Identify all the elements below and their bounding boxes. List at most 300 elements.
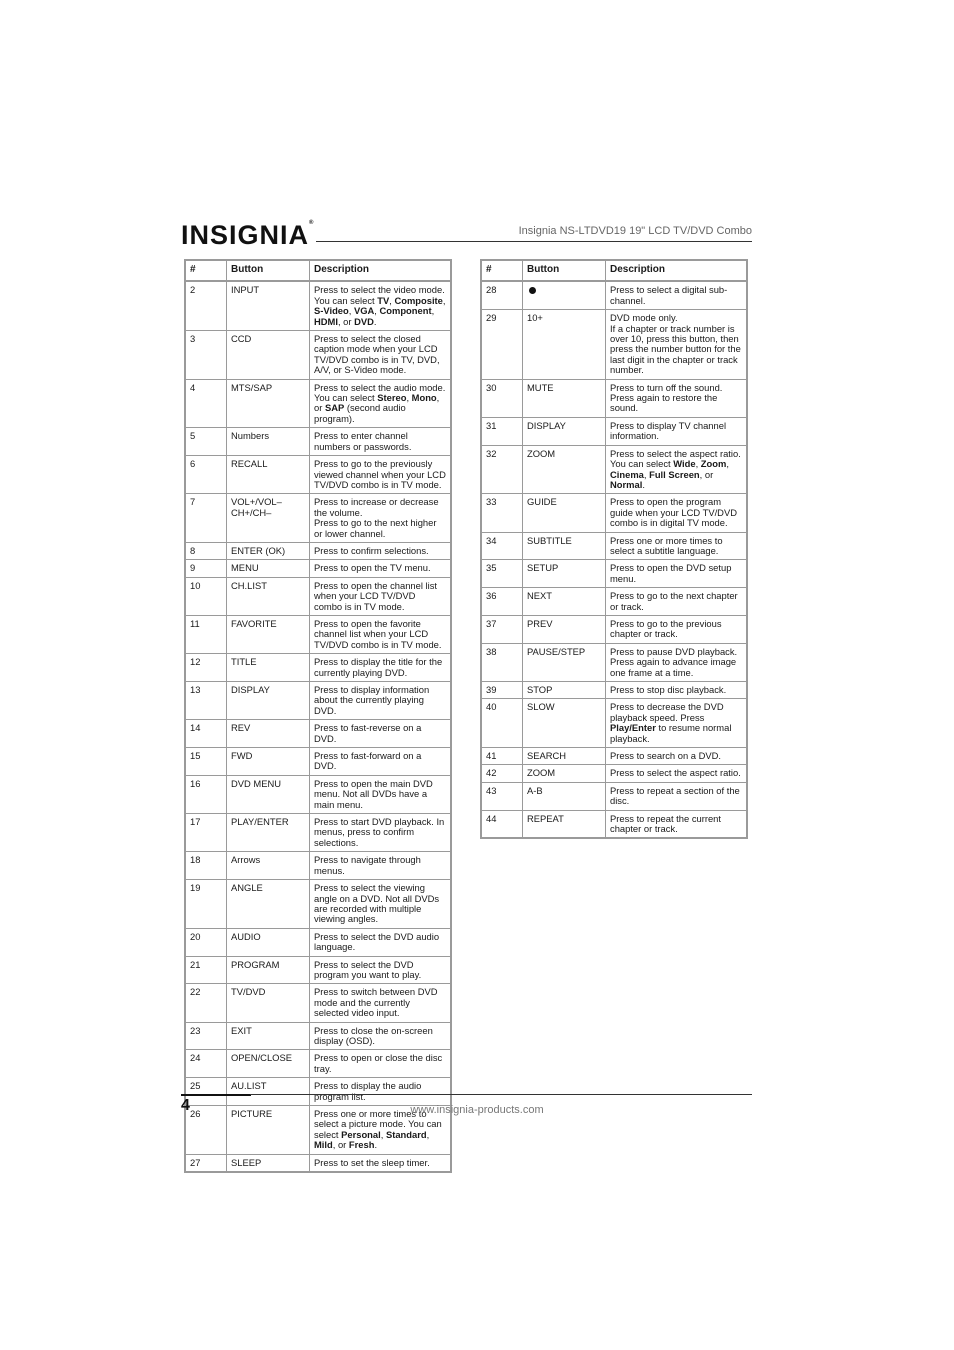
cell-number: 19	[185, 880, 227, 929]
button-name: CH.LIST	[231, 579, 267, 591]
button-name: DISPLAY	[231, 684, 270, 695]
description-text: Press to select the DVD program you want to play.	[314, 958, 422, 980]
button-table-left	[184, 259, 452, 1173]
button-name: STOP	[527, 684, 553, 695]
description-text: ,	[442, 294, 446, 306]
cell-button	[227, 1154, 310, 1172]
cell-button	[523, 445, 606, 494]
table-row	[481, 379, 747, 417]
table-row	[185, 615, 451, 653]
button-name: MENU	[231, 562, 259, 574]
cell-description	[606, 699, 748, 748]
option-name: Wide	[673, 458, 696, 470]
cell-number: 3	[185, 331, 227, 380]
button-name: ANGLE	[231, 882, 263, 894]
cell-number: 29	[481, 310, 523, 379]
cell-number: 40	[481, 699, 523, 748]
table-row	[481, 748, 747, 765]
cell-button	[227, 852, 310, 880]
cell-description	[310, 654, 452, 682]
description-text: Press to select the viewing angle on a DVD. Not all DVDs are recorded with multiple viewing angles.	[314, 882, 440, 925]
cell-button	[227, 775, 310, 813]
description-text: Press to increase or decrease the volume.	[314, 496, 439, 518]
table-row	[185, 720, 451, 748]
option-name: Zoom	[700, 458, 727, 470]
table-row	[185, 682, 451, 720]
table-row	[185, 1154, 451, 1172]
description-text: Press to fast-forward on a DVD.	[314, 750, 422, 772]
table-row	[185, 654, 451, 682]
cell-number: 33	[481, 494, 523, 532]
cell-button	[227, 984, 310, 1022]
description-text: ,	[389, 294, 395, 306]
cell-description	[310, 577, 452, 615]
cell-number: 18	[185, 852, 227, 880]
cell-description	[310, 852, 452, 880]
option-name: Full Screen	[649, 468, 700, 480]
cell-number: 17	[185, 814, 227, 852]
description-text: , or	[332, 1139, 349, 1151]
option-name: Fresh	[348, 1139, 375, 1151]
option-name: Standard	[385, 1128, 427, 1140]
table-row	[185, 748, 451, 776]
cell-description	[606, 445, 748, 494]
cell-number: 25	[185, 1078, 227, 1106]
description-text: Press to select the video mode. You can select	[314, 284, 445, 306]
description-text: Press to open the favorite channel list when your LCD TV/DVD combo is in TV mode.	[314, 617, 442, 650]
cell-description	[606, 643, 748, 681]
option-name: SAP	[324, 402, 345, 414]
cell-button	[227, 560, 310, 577]
cell-button	[227, 615, 310, 653]
cell-description	[310, 682, 452, 720]
cell-button	[227, 1022, 310, 1050]
table-row	[185, 1050, 451, 1078]
description-text: Press to select the aspect ratio.	[610, 767, 741, 779]
cell-description	[310, 956, 452, 984]
description-text: Press to open the program guide when your LCD TV/DVD combo is in digital TV mode.	[610, 496, 737, 529]
button-name: NEXT	[527, 590, 553, 602]
table-row	[185, 814, 451, 852]
table-row	[481, 532, 747, 560]
cell-description	[606, 494, 748, 532]
button-name: MUTE	[527, 381, 554, 393]
table-header-row	[185, 260, 451, 281]
cell-number: 43	[481, 782, 523, 810]
table-row	[481, 643, 747, 681]
description-text: , or	[337, 315, 355, 327]
description-text: Press to select a digital sub-channel.	[610, 284, 728, 306]
cell-button	[523, 532, 606, 560]
cell-button	[227, 956, 310, 984]
cell-button	[523, 643, 606, 681]
header-rule	[316, 241, 752, 242]
button-name: AU.LIST	[231, 1080, 267, 1092]
description-text: to resume normal playback.	[610, 722, 732, 744]
cell-button	[523, 782, 606, 810]
cell-description	[310, 379, 452, 428]
table-row	[481, 281, 747, 309]
button-name: TITLE	[231, 656, 257, 668]
cell-number: 20	[185, 928, 227, 956]
description-text: (second audio program).	[314, 402, 406, 424]
table-row	[185, 928, 451, 956]
cell-description	[310, 748, 452, 776]
cell-button	[523, 810, 606, 838]
cell-description	[310, 560, 452, 577]
table-row	[185, 775, 451, 813]
option-name: Component	[379, 305, 432, 317]
cell-number: 42	[481, 765, 523, 782]
cell-button	[227, 720, 310, 748]
table-row	[481, 699, 747, 748]
cell-button	[227, 1078, 310, 1106]
description-text: Press to open the main DVD menu. Not all DVDs have a main menu.	[314, 777, 433, 810]
cell-number: 35	[481, 560, 523, 588]
cell-description	[606, 810, 748, 838]
description-text: Press one or more times to select a subtitle language.	[610, 534, 723, 556]
button-name: VOL+/VOL–	[231, 496, 282, 508]
cell-button	[227, 542, 310, 559]
cell-button	[227, 331, 310, 380]
table-row	[185, 379, 451, 428]
button-name: REV	[231, 722, 251, 734]
table-row	[185, 456, 451, 494]
description-text: Press to display TV channel information.	[610, 419, 727, 442]
button-name: MTS/SAP	[231, 381, 273, 393]
cell-description	[310, 1154, 452, 1172]
cell-button	[523, 560, 606, 588]
cell-description	[606, 588, 748, 616]
cell-button	[523, 699, 606, 748]
description-text: Press to switch between DVD mode and the currently selected video input.	[314, 986, 438, 1019]
button-name: DISPLAY	[527, 419, 566, 431]
button-name: ENTER (OK)	[231, 544, 286, 556]
table-row	[481, 560, 747, 588]
description-text: Press to confirm selections.	[314, 544, 429, 556]
description-text: Press to display information about the currently playing DVD.	[314, 684, 430, 716]
cell-button	[523, 588, 606, 616]
description-text: .	[642, 478, 645, 490]
cell-button	[227, 814, 310, 852]
table-row	[185, 281, 451, 330]
cell-button	[523, 748, 606, 765]
table-header-row	[481, 260, 747, 281]
cell-number: 5	[185, 428, 227, 456]
description-text: .	[374, 1139, 378, 1151]
cell-description	[606, 748, 748, 765]
cell-description	[310, 615, 452, 653]
button-name: TV/DVD	[231, 986, 266, 998]
table-row	[481, 765, 747, 782]
description-text: Press to fast-reverse on a DVD.	[314, 722, 422, 744]
cell-number: 26	[185, 1106, 227, 1155]
cell-number: 38	[481, 643, 523, 681]
description-text: , or	[699, 468, 714, 480]
cell-button	[523, 682, 606, 699]
cell-description	[606, 765, 748, 782]
cell-description	[310, 720, 452, 748]
cell-description	[310, 542, 452, 559]
table-row	[185, 852, 451, 880]
button-name: REPEAT	[527, 812, 564, 824]
cell-button	[227, 654, 310, 682]
cell-description	[310, 456, 452, 494]
description-text: Press to select the audio mode. You can select	[314, 381, 446, 404]
button-name: SETUP	[527, 562, 559, 574]
table-row	[481, 810, 747, 838]
cell-description	[606, 682, 748, 699]
cell-description	[606, 782, 748, 810]
column-header-description: Description	[606, 260, 748, 281]
description-text: Press to open the channel list when your LCD TV/DVD combo is in TV mode.	[314, 579, 437, 612]
description-text: Press to repeat the current chapter or track.	[610, 812, 721, 835]
cell-number: 23	[185, 1022, 227, 1050]
button-name: FWD	[231, 750, 253, 762]
cell-number: 11	[185, 615, 227, 653]
description-text: Press to search on a DVD.	[610, 750, 721, 762]
button-name: A-B	[527, 784, 543, 796]
cell-number: 6	[185, 456, 227, 494]
table-row	[481, 782, 747, 810]
cell-description	[310, 331, 452, 380]
description-text: ,	[426, 1128, 430, 1140]
cell-description	[310, 928, 452, 956]
description-text: Press to display the title for the currently playing DVD.	[314, 656, 443, 678]
cell-description	[606, 379, 748, 417]
cell-number: 32	[481, 445, 523, 494]
table-row	[185, 494, 451, 543]
table-row	[481, 310, 747, 379]
button-name: 10+	[527, 312, 543, 324]
cell-button	[227, 281, 310, 330]
cell-number: 39	[481, 682, 523, 699]
page-number: 4	[181, 1097, 190, 1114]
button-name: GUIDE	[527, 496, 557, 508]
column-header-button: Button	[523, 260, 606, 281]
table-row	[185, 1078, 451, 1106]
cell-button	[227, 456, 310, 494]
column-header-number: #	[185, 260, 227, 281]
description-text: Press to set the sleep timer.	[314, 1156, 430, 1168]
cell-number: 12	[185, 654, 227, 682]
button-name: SUBTITLE	[527, 534, 572, 546]
button-name: EXIT	[231, 1024, 252, 1036]
button-table-right	[480, 259, 748, 839]
cell-number: 34	[481, 532, 523, 560]
button-name: PICTURE	[231, 1108, 273, 1119]
cell-description	[606, 281, 748, 309]
footer-rule-accent	[181, 1094, 251, 1096]
button-name: CH+/CH–	[231, 506, 272, 518]
column-header-button: Button	[227, 260, 310, 281]
description-text: ,	[406, 392, 412, 404]
description-text: ,	[348, 305, 354, 317]
button-name: AUDIO	[231, 930, 261, 942]
table-body-right	[481, 281, 747, 838]
cell-number: 31	[481, 417, 523, 445]
cell-button	[227, 1050, 310, 1078]
cell-number: 7	[185, 494, 227, 543]
description-text: DVD mode only.	[610, 312, 678, 324]
button-name: PLAY/ENTER	[231, 816, 289, 828]
description-text: Press to go to the next chapter or track.	[610, 590, 738, 612]
option-name: Normal	[610, 478, 643, 490]
cell-number: 22	[185, 984, 227, 1022]
button-name: PROGRAM	[231, 958, 280, 970]
description-text: Press to go to the previously viewed channel when your LCD TV/DVD combo is in TV mode.	[314, 458, 446, 490]
description-text: Press to open the TV menu.	[314, 562, 431, 574]
footer-rule	[250, 1094, 752, 1095]
column-header-number: #	[481, 260, 523, 281]
cell-number: 21	[185, 956, 227, 984]
cell-description	[310, 814, 452, 852]
description-text: Press to decrease the DVD playback speed. Press	[610, 701, 724, 723]
description-text: Press one or more times to select a picture mode. You can select	[314, 1108, 442, 1140]
cell-description	[606, 560, 748, 588]
cell-button	[523, 281, 606, 309]
cell-description	[310, 281, 452, 330]
description-text: ,	[380, 1128, 386, 1140]
cell-number: 9	[185, 560, 227, 577]
cell-description	[310, 775, 452, 813]
cell-description	[310, 494, 452, 543]
cell-button	[523, 765, 606, 782]
table-row	[185, 331, 451, 380]
cell-number: 36	[481, 588, 523, 616]
description-text: Press to select the aspect ratio. You can select	[610, 447, 741, 470]
description-text: Press to stop disc playback.	[610, 684, 727, 695]
cell-button	[523, 379, 606, 417]
button-name: PREV	[527, 617, 553, 629]
option-name: TV	[377, 294, 390, 306]
description-text: Press to select the closed caption mode when your LCD TV/DVD combo is in TV, DVD, A/V, or S-Video mode.	[314, 333, 440, 376]
table-body-left	[185, 281, 451, 1172]
cell-button	[227, 494, 310, 543]
button-name: DVD MENU	[231, 777, 282, 789]
cell-description	[310, 1050, 452, 1078]
description-text: Press to start DVD playback. In menus, press to confirm selections.	[314, 816, 445, 848]
button-name: SEARCH	[527, 750, 567, 762]
description-text: Press to select the DVD audio language.	[314, 930, 440, 953]
button-name: OPEN/CLOSE	[231, 1052, 292, 1064]
button-name: CCD	[231, 333, 252, 345]
cell-number: 44	[481, 810, 523, 838]
cell-number: 27	[185, 1154, 227, 1172]
description-text: ,	[431, 305, 435, 317]
option-name: Mild	[314, 1139, 333, 1151]
cell-number: 15	[185, 748, 227, 776]
cell-number: 30	[481, 379, 523, 417]
button-name: SLOW	[527, 701, 555, 713]
document-title: Insignia NS-LTDVD19 19" LCD TV/DVD Combo	[518, 225, 752, 237]
cell-button	[227, 428, 310, 456]
cell-number: 41	[481, 748, 523, 765]
cell-description	[310, 1022, 452, 1050]
table-row	[185, 984, 451, 1022]
description-text: Press to go to the previous chapter or track.	[610, 617, 722, 640]
table-row	[185, 428, 451, 456]
cell-description	[310, 880, 452, 929]
option-name: Play/Enter	[610, 722, 656, 734]
cell-number: 37	[481, 615, 523, 643]
description-text: Press to repeat a section of the disc.	[610, 784, 740, 807]
option-name: Composite	[394, 294, 443, 306]
button-name: SLEEP	[231, 1156, 262, 1168]
column-header-description: Description	[310, 260, 452, 281]
cell-button	[227, 748, 310, 776]
cell-number: 28	[481, 281, 523, 309]
description-text: Press to open the DVD setup menu.	[610, 562, 732, 584]
table-row	[185, 560, 451, 577]
cell-description	[310, 428, 452, 456]
button-name: ZOOM	[527, 767, 556, 779]
description-text: ,	[726, 458, 729, 470]
insignia-logo: INSIGNIA®	[181, 220, 315, 250]
cell-number: 4	[185, 379, 227, 428]
cell-number: 10	[185, 577, 227, 615]
cell-button	[523, 615, 606, 643]
button-name: INPUT	[231, 284, 260, 296]
description-text: Press to go to the next higher or lower channel.	[314, 517, 437, 539]
cell-description	[310, 984, 452, 1022]
table-row	[481, 417, 747, 445]
cell-button	[227, 928, 310, 956]
button-name: FAVORITE	[231, 617, 277, 629]
cell-description	[310, 1078, 452, 1106]
description-text: , or	[314, 392, 440, 414]
filled-circle-icon	[529, 287, 536, 294]
option-name: Stereo	[377, 392, 407, 404]
description-text: .	[373, 315, 377, 327]
button-name: PAUSE/STEP	[527, 645, 586, 657]
cell-button	[523, 310, 606, 379]
cell-description	[606, 615, 748, 643]
description-text: ,	[643, 468, 650, 480]
option-name: HDMI	[314, 315, 338, 327]
cell-number: 13	[185, 682, 227, 720]
table-row	[481, 445, 747, 494]
description-text: Press to enter channel numbers or passwords.	[314, 430, 412, 452]
cell-number: 16	[185, 775, 227, 813]
description-text: Press to close the on-screen display (OSD).	[314, 1024, 433, 1046]
description-text: Press to pause DVD playback. Press again to advance image one frame at a time.	[610, 645, 738, 678]
cell-number: 2	[185, 281, 227, 330]
cell-button	[227, 379, 310, 428]
description-text: Press to display the audio program list.	[314, 1080, 422, 1102]
cell-number: 8	[185, 542, 227, 559]
option-name: Mono	[411, 392, 437, 404]
cell-button	[227, 682, 310, 720]
cell-button	[523, 494, 606, 532]
table-row	[185, 577, 451, 615]
button-name: RECALL	[231, 458, 268, 470]
table-row	[185, 880, 451, 929]
button-name: Numbers	[231, 430, 270, 442]
cell-button	[523, 417, 606, 445]
table-row	[481, 615, 747, 643]
button-name: Arrows	[231, 854, 261, 866]
table-row	[481, 588, 747, 616]
cell-number: 14	[185, 720, 227, 748]
description-text: If a chapter or track number is over 10, press this button, then press the number button for the last digit in the chapter or track number.	[610, 322, 741, 376]
footer-url: www.insignia-products.com	[410, 1104, 544, 1116]
cell-button	[227, 880, 310, 929]
table-row	[185, 1022, 451, 1050]
table-row	[481, 494, 747, 532]
table-row	[185, 956, 451, 984]
option-name: DVD	[354, 315, 374, 327]
